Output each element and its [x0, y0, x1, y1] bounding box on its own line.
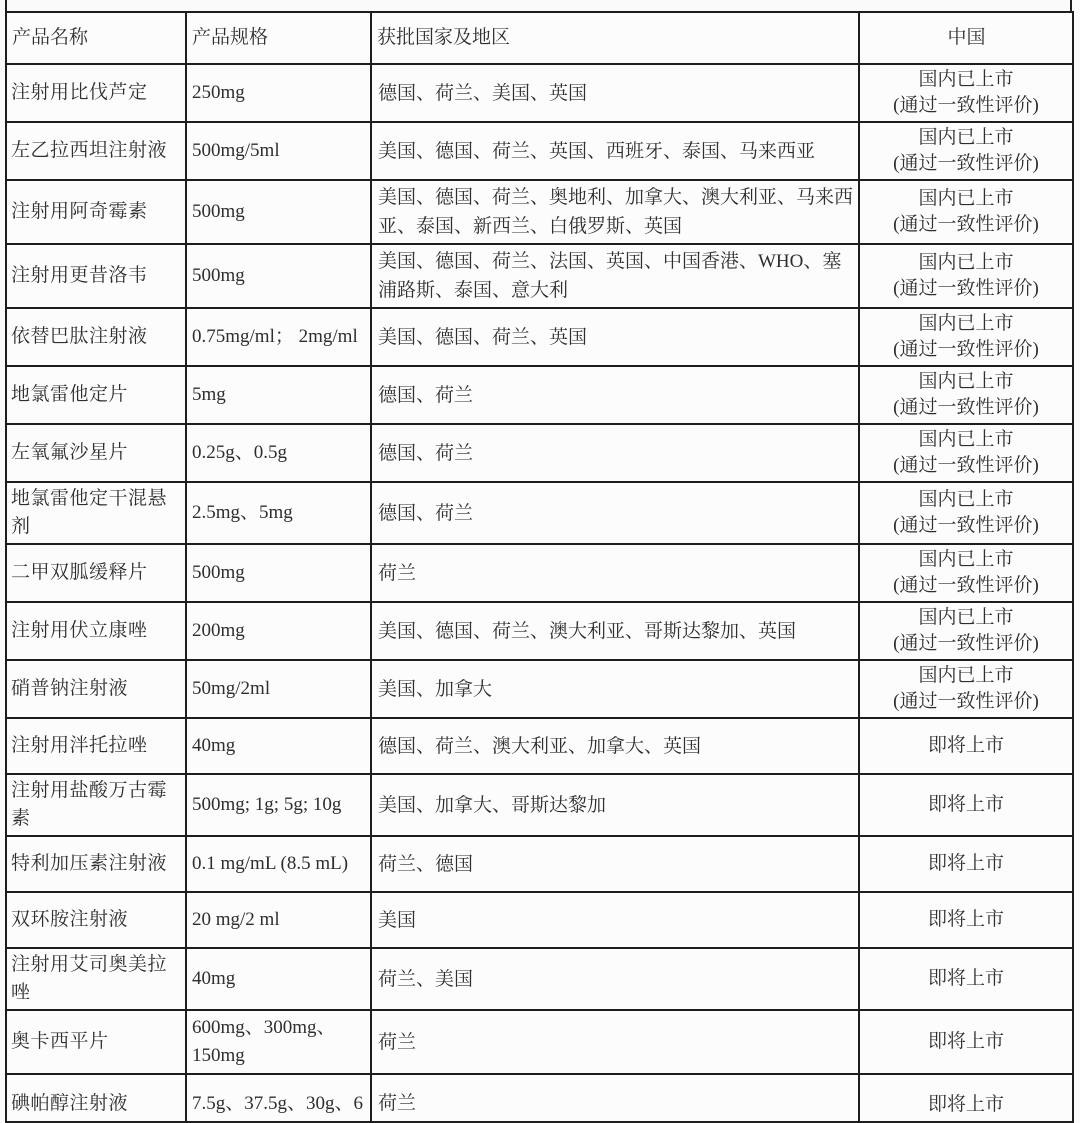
product-name-cell: 注射用阿奇霉素 — [6, 180, 186, 244]
product-spec-cell: 7.5g、37.5g、30g、6 — [186, 1074, 371, 1122]
china-status-line: 国内已上市 — [918, 549, 1014, 570]
china-status-line: 国内已上市 — [918, 489, 1014, 510]
table-row — [6, 424, 1073, 482]
china-status-cell — [859, 366, 1073, 424]
regions-cell: 美国、德国、荷兰、英国 — [371, 308, 859, 366]
product-spec-cell: 500mg/5ml — [186, 122, 371, 180]
china-status-line: 国内已上市 — [918, 665, 1014, 686]
china-status-line: (通过一致性评价) — [893, 153, 1039, 174]
product-name-cell: 地氯雷他定干混悬剂 — [6, 482, 186, 544]
china-status-line: 即将上市 — [927, 968, 1004, 989]
china-status-line: 国内已上市 — [918, 313, 1014, 334]
regions-cell: 美国、德国、荷兰、英国、西班牙、泰国、马来西亚 — [371, 122, 859, 180]
china-status-line: 即将上市 — [927, 1094, 1004, 1115]
china-status-line: 国内已上市 — [918, 371, 1014, 392]
previous-row-partial — [5, 0, 1072, 11]
table-row — [6, 1074, 1073, 1122]
table-row — [6, 836, 1073, 892]
china-status-cell — [859, 836, 1073, 892]
regions-cell: 荷兰、美国 — [371, 948, 859, 1010]
product-name-cell: 硝普钠注射液 — [6, 660, 186, 718]
regions-cell: 美国、加拿大、哥斯达黎加 — [371, 774, 859, 836]
table-row — [6, 308, 1073, 366]
china-status-line: 即将上市 — [927, 1031, 1004, 1052]
product-spec-cell: 200mg — [186, 602, 371, 660]
china-status-cell — [859, 1074, 1073, 1122]
product-spec-cell: 500mg — [186, 244, 371, 308]
china-status-line: 国内已上市 — [918, 607, 1014, 628]
table-row — [6, 544, 1073, 602]
header-row — [6, 12, 1073, 64]
product-name-cell: 二甲双胍缓释片 — [6, 544, 186, 602]
table-row — [6, 602, 1073, 660]
china-status-cell — [859, 774, 1073, 836]
china-status-line: (通过一致性评价) — [893, 515, 1039, 536]
table-row — [6, 122, 1073, 180]
china-status-line: 国内已上市 — [918, 188, 1014, 209]
china-status-line: (通过一致性评价) — [893, 691, 1039, 712]
china-status-line: (通过一致性评价) — [893, 214, 1039, 235]
product-name-cell: 碘帕醇注射液 — [6, 1074, 186, 1122]
product-name-cell: 注射用艾司奥美拉唑 — [6, 948, 186, 1010]
china-status-line: (通过一致性评价) — [893, 397, 1039, 418]
china-status-line: 国内已上市 — [918, 127, 1014, 148]
regions-cell: 美国、德国、荷兰、奥地利、加拿大、澳大利亚、马来西亚、泰国、新西兰、白俄罗斯、英国 — [371, 180, 859, 244]
header-product-name: 产品名称 — [6, 12, 186, 64]
china-status-cell — [859, 1010, 1073, 1074]
product-spec-cell: 500mg — [186, 180, 371, 244]
table-row — [6, 660, 1073, 718]
regions-cell: 美国、德国、荷兰、法国、英国、中国香港、WHO、塞浦路斯、泰国、意大利 — [371, 244, 859, 308]
china-status-cell — [859, 64, 1073, 122]
table-row — [6, 482, 1073, 544]
china-status-cell — [859, 892, 1073, 948]
product-name-cell: 注射用伏立康唑 — [6, 602, 186, 660]
product-spec-cell: 0.25g、0.5g — [186, 424, 371, 482]
product-name-cell: 左乙拉西坦注射液 — [6, 122, 186, 180]
product-name-cell: 注射用比伐芦定 — [6, 64, 186, 122]
china-status-cell — [859, 544, 1073, 602]
china-status-line: 国内已上市 — [918, 69, 1014, 90]
table-body — [6, 64, 1073, 1122]
product-name-cell: 注射用更昔洛韦 — [6, 244, 186, 308]
regions-cell: 荷兰 — [371, 1010, 859, 1074]
regions-cell: 美国、德国、荷兰、澳大利亚、哥斯达黎加、英国 — [371, 602, 859, 660]
china-status-cell — [859, 948, 1073, 1010]
china-status-line: (通过一致性评价) — [893, 455, 1039, 476]
product-spec-cell: 20 mg/2 ml — [186, 892, 371, 948]
china-status-line: (通过一致性评价) — [893, 95, 1039, 116]
china-status-line: 即将上市 — [927, 853, 1004, 874]
china-status-cell — [859, 244, 1073, 308]
table-row — [6, 718, 1073, 774]
table-row — [6, 366, 1073, 424]
china-status-line: (通过一致性评价) — [893, 575, 1039, 596]
table-row — [6, 774, 1073, 836]
regions-cell: 德国、荷兰、美国、英国 — [371, 64, 859, 122]
table-row — [6, 180, 1073, 244]
product-spec-cell: 40mg — [186, 718, 371, 774]
china-status-line: 即将上市 — [927, 794, 1004, 815]
header-china: 中国 — [859, 12, 1073, 64]
product-approval-table — [5, 11, 1074, 1123]
china-status-cell — [859, 180, 1073, 244]
china-status-cell — [859, 424, 1073, 482]
china-status-line: 即将上市 — [927, 909, 1004, 930]
header-regions: 获批国家及地区 — [371, 12, 859, 64]
china-status-cell — [859, 602, 1073, 660]
product-spec-cell: 0.1 mg/mL (8.5 mL) — [186, 836, 371, 892]
product-spec-cell: 0.75mg/ml； 2mg/ml — [186, 308, 371, 366]
table-row — [6, 244, 1073, 308]
regions-cell: 荷兰 — [371, 544, 859, 602]
product-spec-cell: 50mg/2ml — [186, 660, 371, 718]
regions-cell: 德国、荷兰 — [371, 482, 859, 544]
table-row — [6, 1010, 1073, 1074]
regions-cell: 德国、荷兰 — [371, 366, 859, 424]
product-spec-cell: 500mg — [186, 544, 371, 602]
china-status-line: 即将上市 — [927, 735, 1004, 756]
product-name-cell: 注射用盐酸万古霉素 — [6, 774, 186, 836]
product-spec-cell: 40mg — [186, 948, 371, 1010]
regions-cell: 美国、加拿大 — [371, 660, 859, 718]
table-row — [6, 64, 1073, 122]
product-name-cell: 左氧氟沙星片 — [6, 424, 186, 482]
china-status-line: (通过一致性评价) — [893, 633, 1039, 654]
product-spec-cell: 2.5mg、5mg — [186, 482, 371, 544]
table-header — [6, 12, 1073, 64]
regions-cell: 荷兰 — [371, 1074, 859, 1122]
china-status-cell — [859, 308, 1073, 366]
china-status-cell — [859, 718, 1073, 774]
product-spec-cell: 500mg; 1g; 5g; 10g — [186, 774, 371, 836]
table-row — [6, 948, 1073, 1010]
china-status-line: (通过一致性评价) — [893, 339, 1039, 360]
product-name-cell: 依替巴肽注射液 — [6, 308, 186, 366]
regions-cell: 荷兰、德国 — [371, 836, 859, 892]
product-spec-cell: 5mg — [186, 366, 371, 424]
china-status-line: (通过一致性评价) — [893, 278, 1039, 299]
product-name-cell: 注射用泮托拉唑 — [6, 718, 186, 774]
product-name-cell: 奥卡西平片 — [6, 1010, 186, 1074]
product-spec-cell: 600mg、300mg、150mg — [186, 1010, 371, 1074]
header-product-spec: 产品规格 — [186, 12, 371, 64]
china-status-line: 国内已上市 — [918, 252, 1014, 273]
china-status-line: 国内已上市 — [918, 429, 1014, 450]
regions-cell: 德国、荷兰、澳大利亚、加拿大、英国 — [371, 718, 859, 774]
product-name-cell: 地氯雷他定片 — [6, 366, 186, 424]
product-name-cell: 双环胺注射液 — [6, 892, 186, 948]
china-status-cell — [859, 660, 1073, 718]
product-name-cell: 特利加压素注射液 — [6, 836, 186, 892]
regions-cell: 美国 — [371, 892, 859, 948]
china-status-cell — [859, 482, 1073, 544]
product-spec-cell: 250mg — [186, 64, 371, 122]
china-status-cell — [859, 122, 1073, 180]
regions-cell: 德国、荷兰 — [371, 424, 859, 482]
table-row — [6, 892, 1073, 948]
